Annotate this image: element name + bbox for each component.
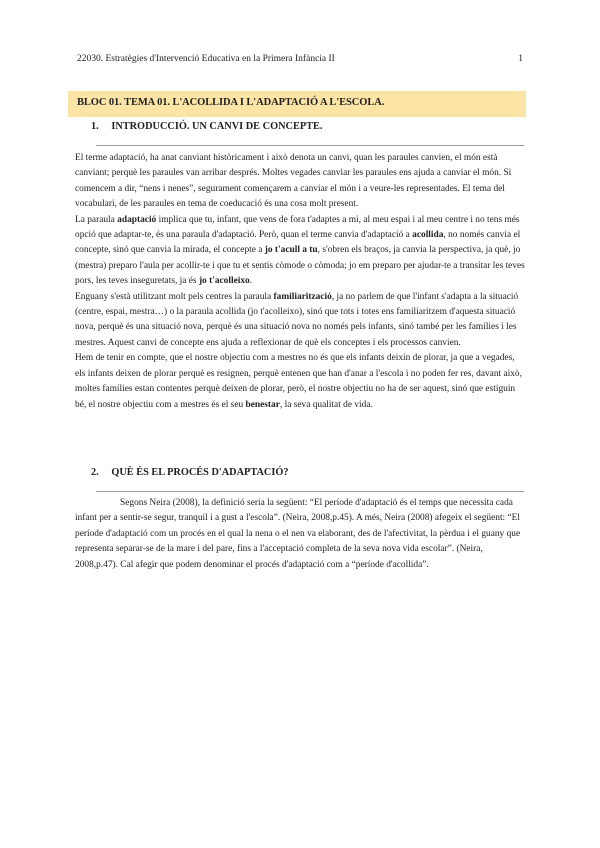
course-title: 22030. Estratègies d'Intervenció Educativa en la Primera Infància II bbox=[77, 54, 335, 64]
bloc-title: BLOC 01. TEMA 01. L'ACOLLIDA I L'ADAPTACIÓ A L'ESCOLA. bbox=[77, 97, 385, 108]
section-2-title: QUÈ ÉS EL PROCÉS D'ADAPTACIÓ? bbox=[111, 467, 289, 478]
bloc-title-banner bbox=[68, 91, 526, 117]
paragraph-5: Segons Neira (2008), la definició seria la següent: “El període d'adaptació és el temps que necessita cada infant per a sentir-se segur, tranquil i a gust a l'escola”. (Neira, 2008,p.45). A més, Neira (2008) afegeix el següent: “El període d'adaptació com un procés en el qual la nena o el nen va elaborant, des de l'afectivitat, la pèrdua i el guany que representa separar-se de la mare i del pare, fins a l'acceptació completa de la seva nova vida escolar”. (Neira, 2008,p.47). Cal afegir que podem denominar el procés d'adaptació com a “període d'acollida”. bbox=[75, 498, 521, 570]
section-1-divider bbox=[96, 145, 524, 146]
section-1-number: 1. bbox=[91, 121, 99, 132]
body-text-1 bbox=[75, 151, 527, 413]
paragraph-3: Enguany s'està utilitzant molt pels centres la paraula familiarització, ja no parlem de que l'infant s'adapta a la situació (centre, espai, mestra…) o la paraula acollida (jo t'acolleixo), sinó que tots i totes ens familiaritzem d'aquesta situació nova, perquè és una situació nova, perquè és una situació nova no només pels infants, sinó també per les famílies i les mestres. Aquest canvi de concepte ens ajuda a reflexionar de què els conceptes i els processos canvien. bbox=[75, 291, 519, 348]
body-text-2 bbox=[75, 496, 527, 573]
paragraph-4: Hem de tenir en compte, que el nostre objectiu com a mestres no és que els infants deixin de plorar, ja que a vegades, els infants deixen de plorar perquè es resignen, perquè entenen que han d'anar a l'escola i no poden fer res, davant això, moltes famílies estan contentes perquè deixen de plorar, però, el nostre objectiu no ha de ser aquest, sinó que estiguin bé, el nostre objectiu com a mestres és el seu benestar, la seva qualitat de vida. bbox=[75, 353, 522, 410]
section-2-divider bbox=[96, 491, 524, 492]
page-number: 1 bbox=[518, 54, 523, 64]
section-2-number: 2. bbox=[91, 467, 99, 478]
paragraph-2: La paraula adaptació implica que tu, infant, que vens de fora t'adaptes a mi, al meu espai i al meu centre i no tens més opció que adaptar-te, és una paraula d'adaptació. Però, quan el terme canvia d'adaptació a acollida, no només canvia el concepte, sinó que canvia la mirada, el concepte a jo t'acull a tu, s'obren els braços, ja canvia la perspectiva, ja què, jo (mestra) preparo l'aula per acollir-te i que tu et sentis còmode o còmoda; jo em preparo per ajudar-te a transitar les teves pors, les teves inseguretats, ja és jo t'acolleixo. bbox=[75, 214, 525, 287]
section-1-heading bbox=[91, 121, 322, 132]
paragraph-1: El terme adaptació, ha anat canviant històricament i això denota un canvi, quan les paraules canvien, el món està canviant; perquè les paraules van arribar després. Moltes vegades canviar les paraules ens ajuda a canviar el món. Si comencem a dir, “nens i nenes”, segurament començarem a canviar el món i a veure-les representades. El tema del vocabulari, de les paraules en tema de coeducació és una cosa molt present. bbox=[75, 153, 512, 210]
section-2-heading bbox=[91, 467, 289, 478]
section-1-title: INTRODUCCIÓ. UN CANVI DE CONCEPTE. bbox=[111, 121, 323, 132]
